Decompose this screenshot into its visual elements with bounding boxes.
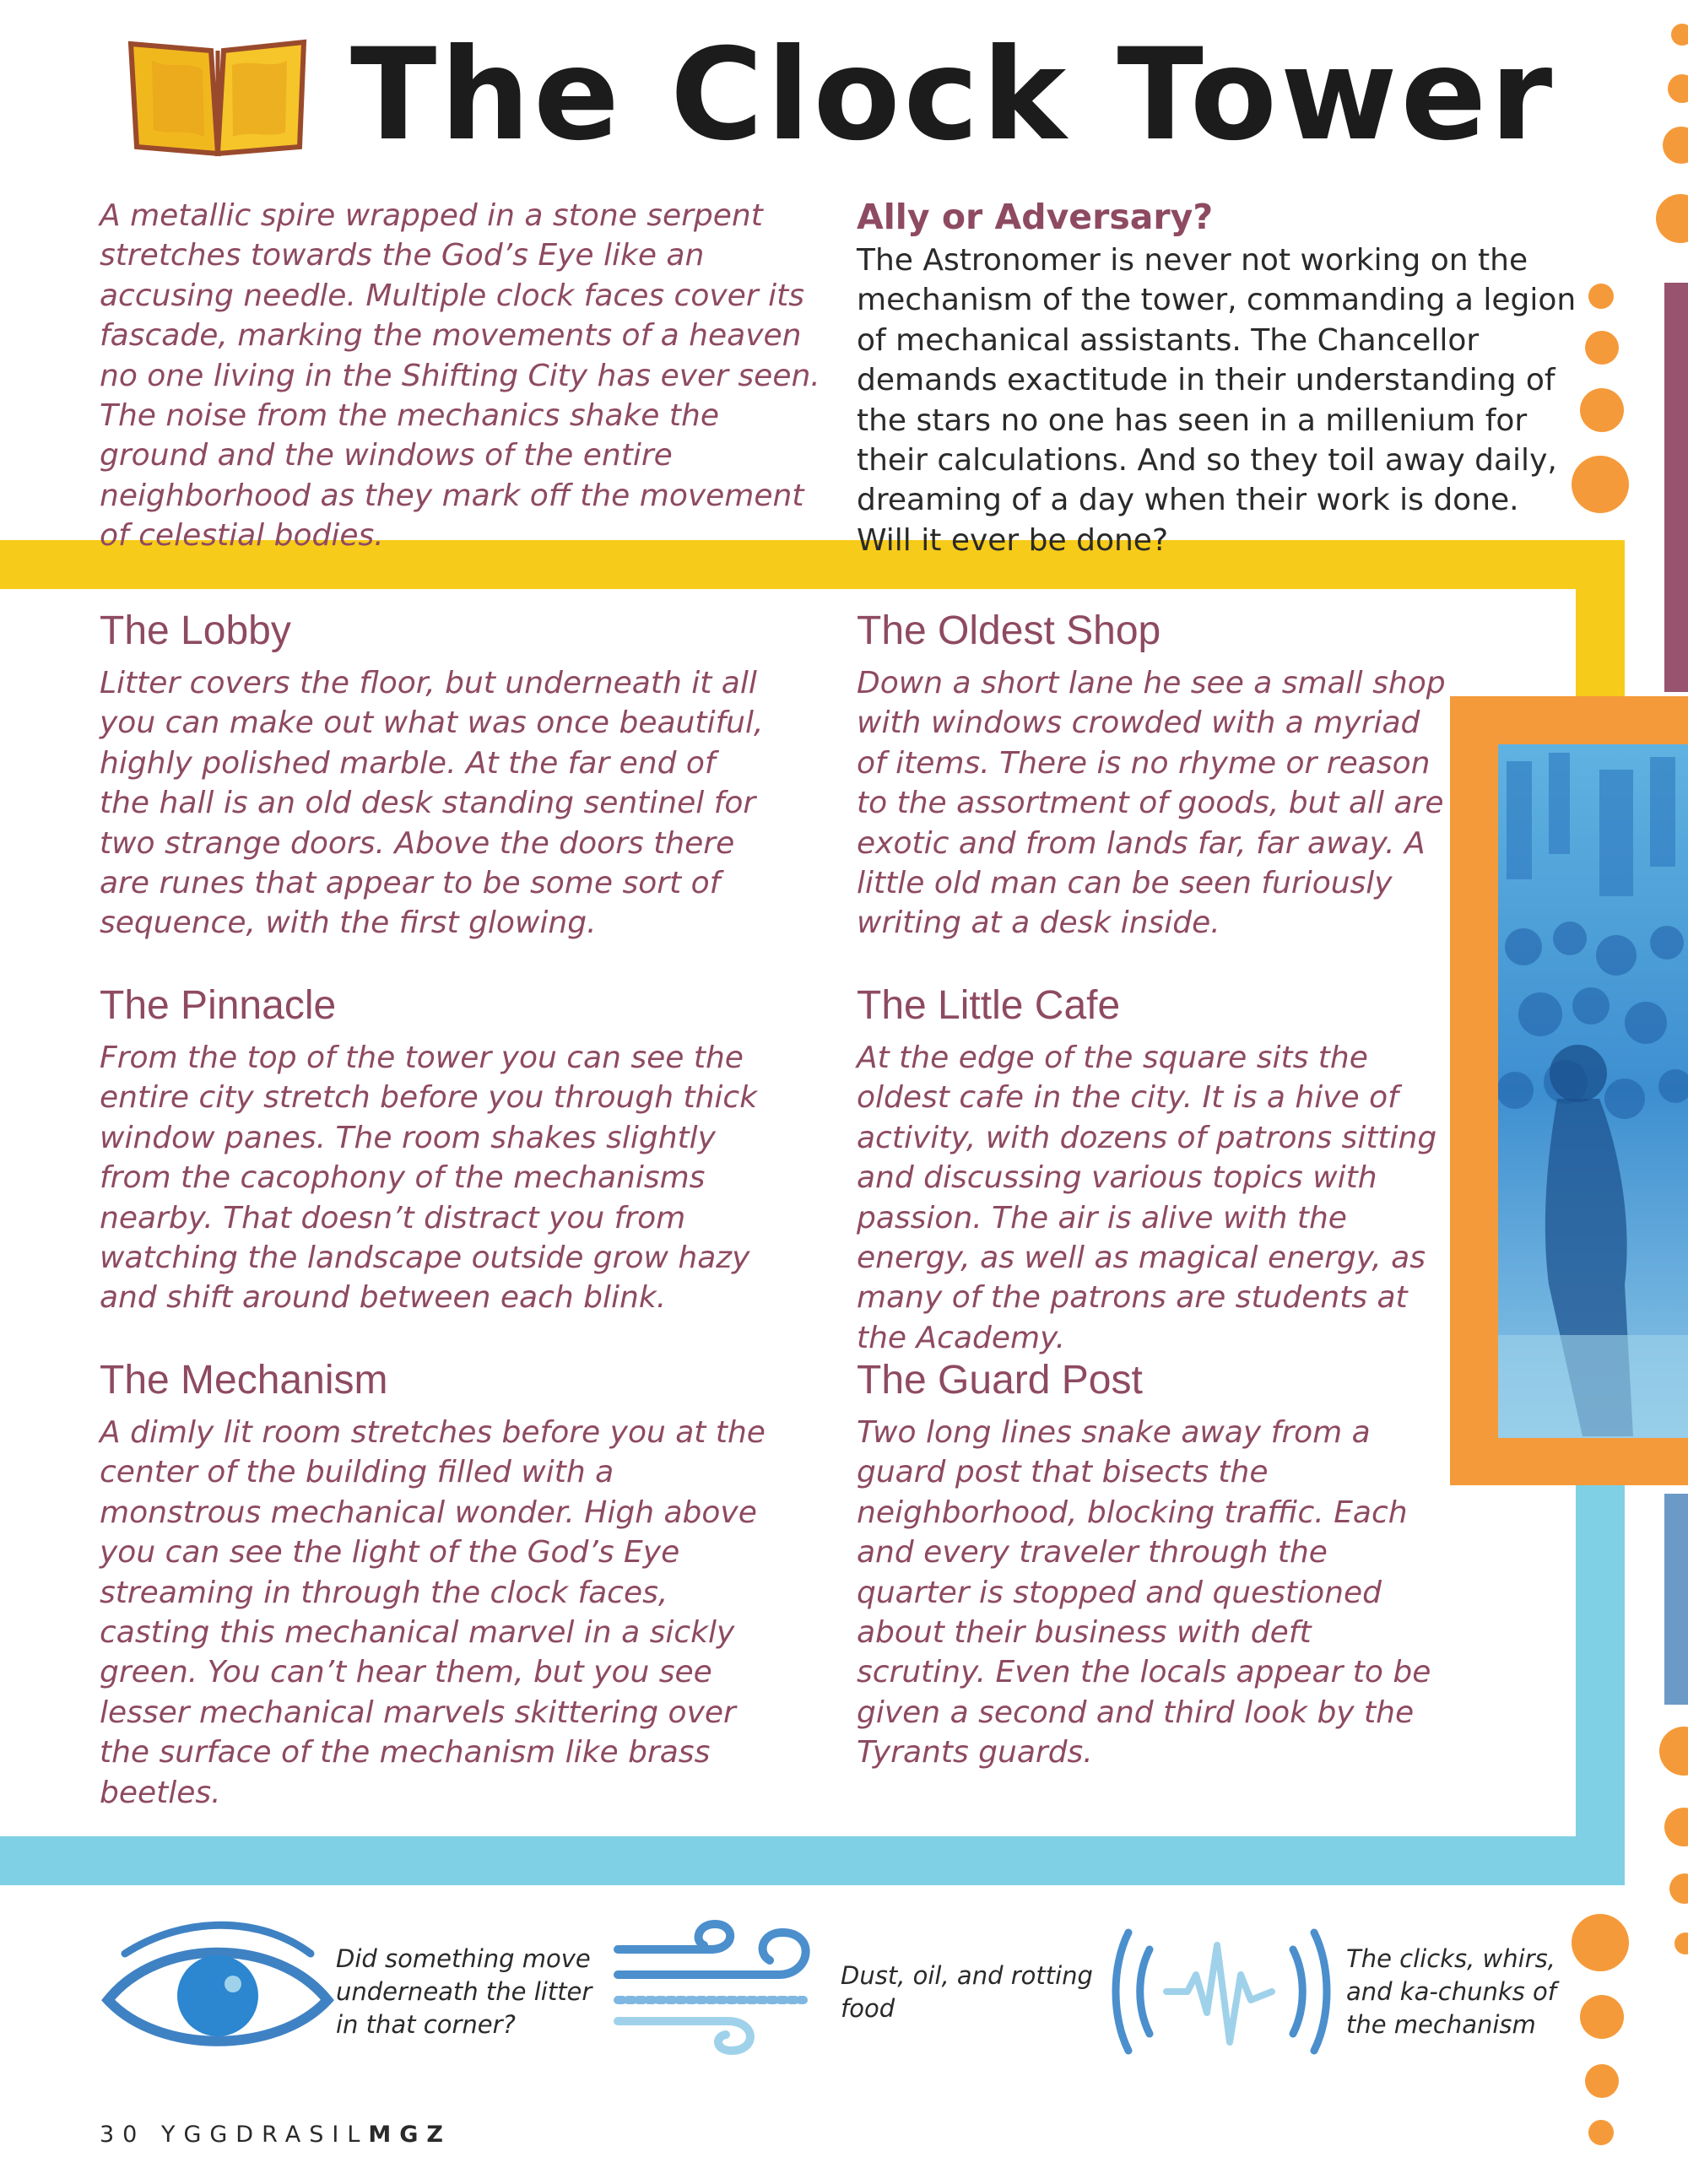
sound-wave-icon bbox=[1107, 1916, 1335, 2068]
decor-dot bbox=[1674, 1933, 1688, 1954]
section-body: Two long lines snake away from a guard post that bisects the neighborhood, blocking traffic. Each and every traveler through the quarter is stopped and questioned about their business with deft scrutiny. Even the locals appear to be given a second and third look by the Tyrants guards. bbox=[857, 1415, 1431, 1770]
section-title: The Guard Post bbox=[857, 1358, 1143, 1403]
decor-dot bbox=[1572, 1914, 1629, 1971]
decor-dot bbox=[1588, 284, 1614, 309]
section-body: Down a short lane he see a small shop with windows crowded with a myriad of items. There is no rhyme or reason to the assortment of goods, but all are exotic and from lands far, far away. A little old man can be seen furiously writing at a desk inside. bbox=[857, 666, 1446, 941]
decor-dot bbox=[1669, 1873, 1688, 1904]
blue-band bbox=[0, 1836, 1625, 1885]
decor-dot bbox=[1585, 2064, 1619, 2098]
decor-dot bbox=[1659, 1727, 1688, 1776]
page-number: 30 bbox=[100, 2122, 146, 2148]
blue-side-band bbox=[1576, 1468, 1625, 1885]
decor-dot bbox=[1671, 24, 1688, 46]
section-title: The Pinnacle bbox=[100, 983, 337, 1028]
section-lobby bbox=[100, 606, 775, 943]
section-little-cafe bbox=[857, 981, 1447, 1358]
eye-sense-text: Did something move underneath the litter in that corner? bbox=[336, 1944, 592, 2039]
crowd-illustration bbox=[1498, 744, 1688, 1438]
magazine-name-bold: MGZ bbox=[368, 2122, 452, 2148]
sound-sense-text: The clicks, whirs, and ka-chunks of the mechanism bbox=[1346, 1944, 1556, 2039]
section-guard-post bbox=[857, 1355, 1447, 1773]
decor-dot bbox=[1664, 1808, 1688, 1846]
decor-dot bbox=[1668, 74, 1688, 103]
section-mechanism bbox=[100, 1355, 775, 1813]
page-footer bbox=[100, 2122, 452, 2148]
intro-text: A metallic spire wrapped in a stone serpent stretches towards the God’s Eye like an accusing needle. Multiple clock faces cover its fascade, marking the movements of a heaven no one living in the Shifting City has ever seen. The noise from the mechanics shake the ground and the windows of the entire neighborhood as they mark off the movement of celestial bodies. bbox=[100, 198, 820, 554]
section-body: At the edge of the square sits the oldest cafe in the city. It is a hive of activity, with dozens of patrons sitting and discussing various topics with passion. The air is alive with the energy, as well as magical energy, as many of the patrons are students at the Academy. bbox=[857, 1041, 1437, 1355]
section-title: The Lobby bbox=[100, 608, 291, 653]
section-pinnacle bbox=[100, 981, 775, 1318]
wind-icon bbox=[609, 1920, 829, 2055]
decor-dot bbox=[1663, 127, 1688, 164]
decor-dot bbox=[1585, 331, 1619, 365]
wind-sense-text: Dust, oil, and rotting food bbox=[841, 1961, 1093, 2023]
section-oldest-shop bbox=[857, 606, 1447, 943]
mauve-side-bar bbox=[1664, 283, 1688, 692]
section-body: A dimly lit room stretches before you at the center of the building filled with a monstrous mechanical wonder. High above you can see the light of the God’s Eye streaming in through the clock faces, casting this mechanical marvel in a sickly green. You can’t hear them, but you see lesser mechanical marvels skittering over the surface of the mechanism like brass beetles. bbox=[100, 1415, 766, 1810]
decor-dot bbox=[1580, 1995, 1624, 2039]
page-title: The Clock Tower bbox=[350, 22, 1556, 169]
ally-text: The Astronomer is never not working on the mechanism of the tower, commanding a legion of mechanical assistants. The Chancellor demands exactitude in their understanding of the stars no one has seen in a millenium for their calculations. And so they toil away daily, dreaming of a day when their work is done. Will it ever be done? bbox=[857, 243, 1577, 558]
decor-dot bbox=[1656, 194, 1688, 243]
eye-icon bbox=[100, 1920, 336, 2063]
section-body: From the top of the tower you can see the entire city stretch before you through thick window panes. The room shakes slightly from the cacophony of the mechanisms nearby. That doesn’t distract you from watching the landscape outside grow hazy and shift around between each blink. bbox=[100, 1041, 758, 1316]
book-icon bbox=[127, 35, 308, 162]
steel-side-bar bbox=[1664, 1494, 1688, 1705]
decor-dot bbox=[1580, 388, 1624, 432]
ally-heading: Ally or Adversary? bbox=[857, 197, 1214, 237]
magazine-name: YGGDRASIL bbox=[160, 2122, 369, 2148]
section-title: The Oldest Shop bbox=[857, 608, 1161, 653]
section-title: The Mechanism bbox=[100, 1358, 388, 1403]
decor-dot bbox=[1588, 2120, 1614, 2145]
section-title: The Little Cafe bbox=[857, 983, 1121, 1028]
section-body: Litter covers the floor, but underneath it all you can make out what was once beautiful, highly polished marble. At the far end of the hall is an old desk standing sentinel for two strange doors. Above the doors there are runes that appear to be some sort of sequence, with the first glowing. bbox=[100, 666, 764, 941]
